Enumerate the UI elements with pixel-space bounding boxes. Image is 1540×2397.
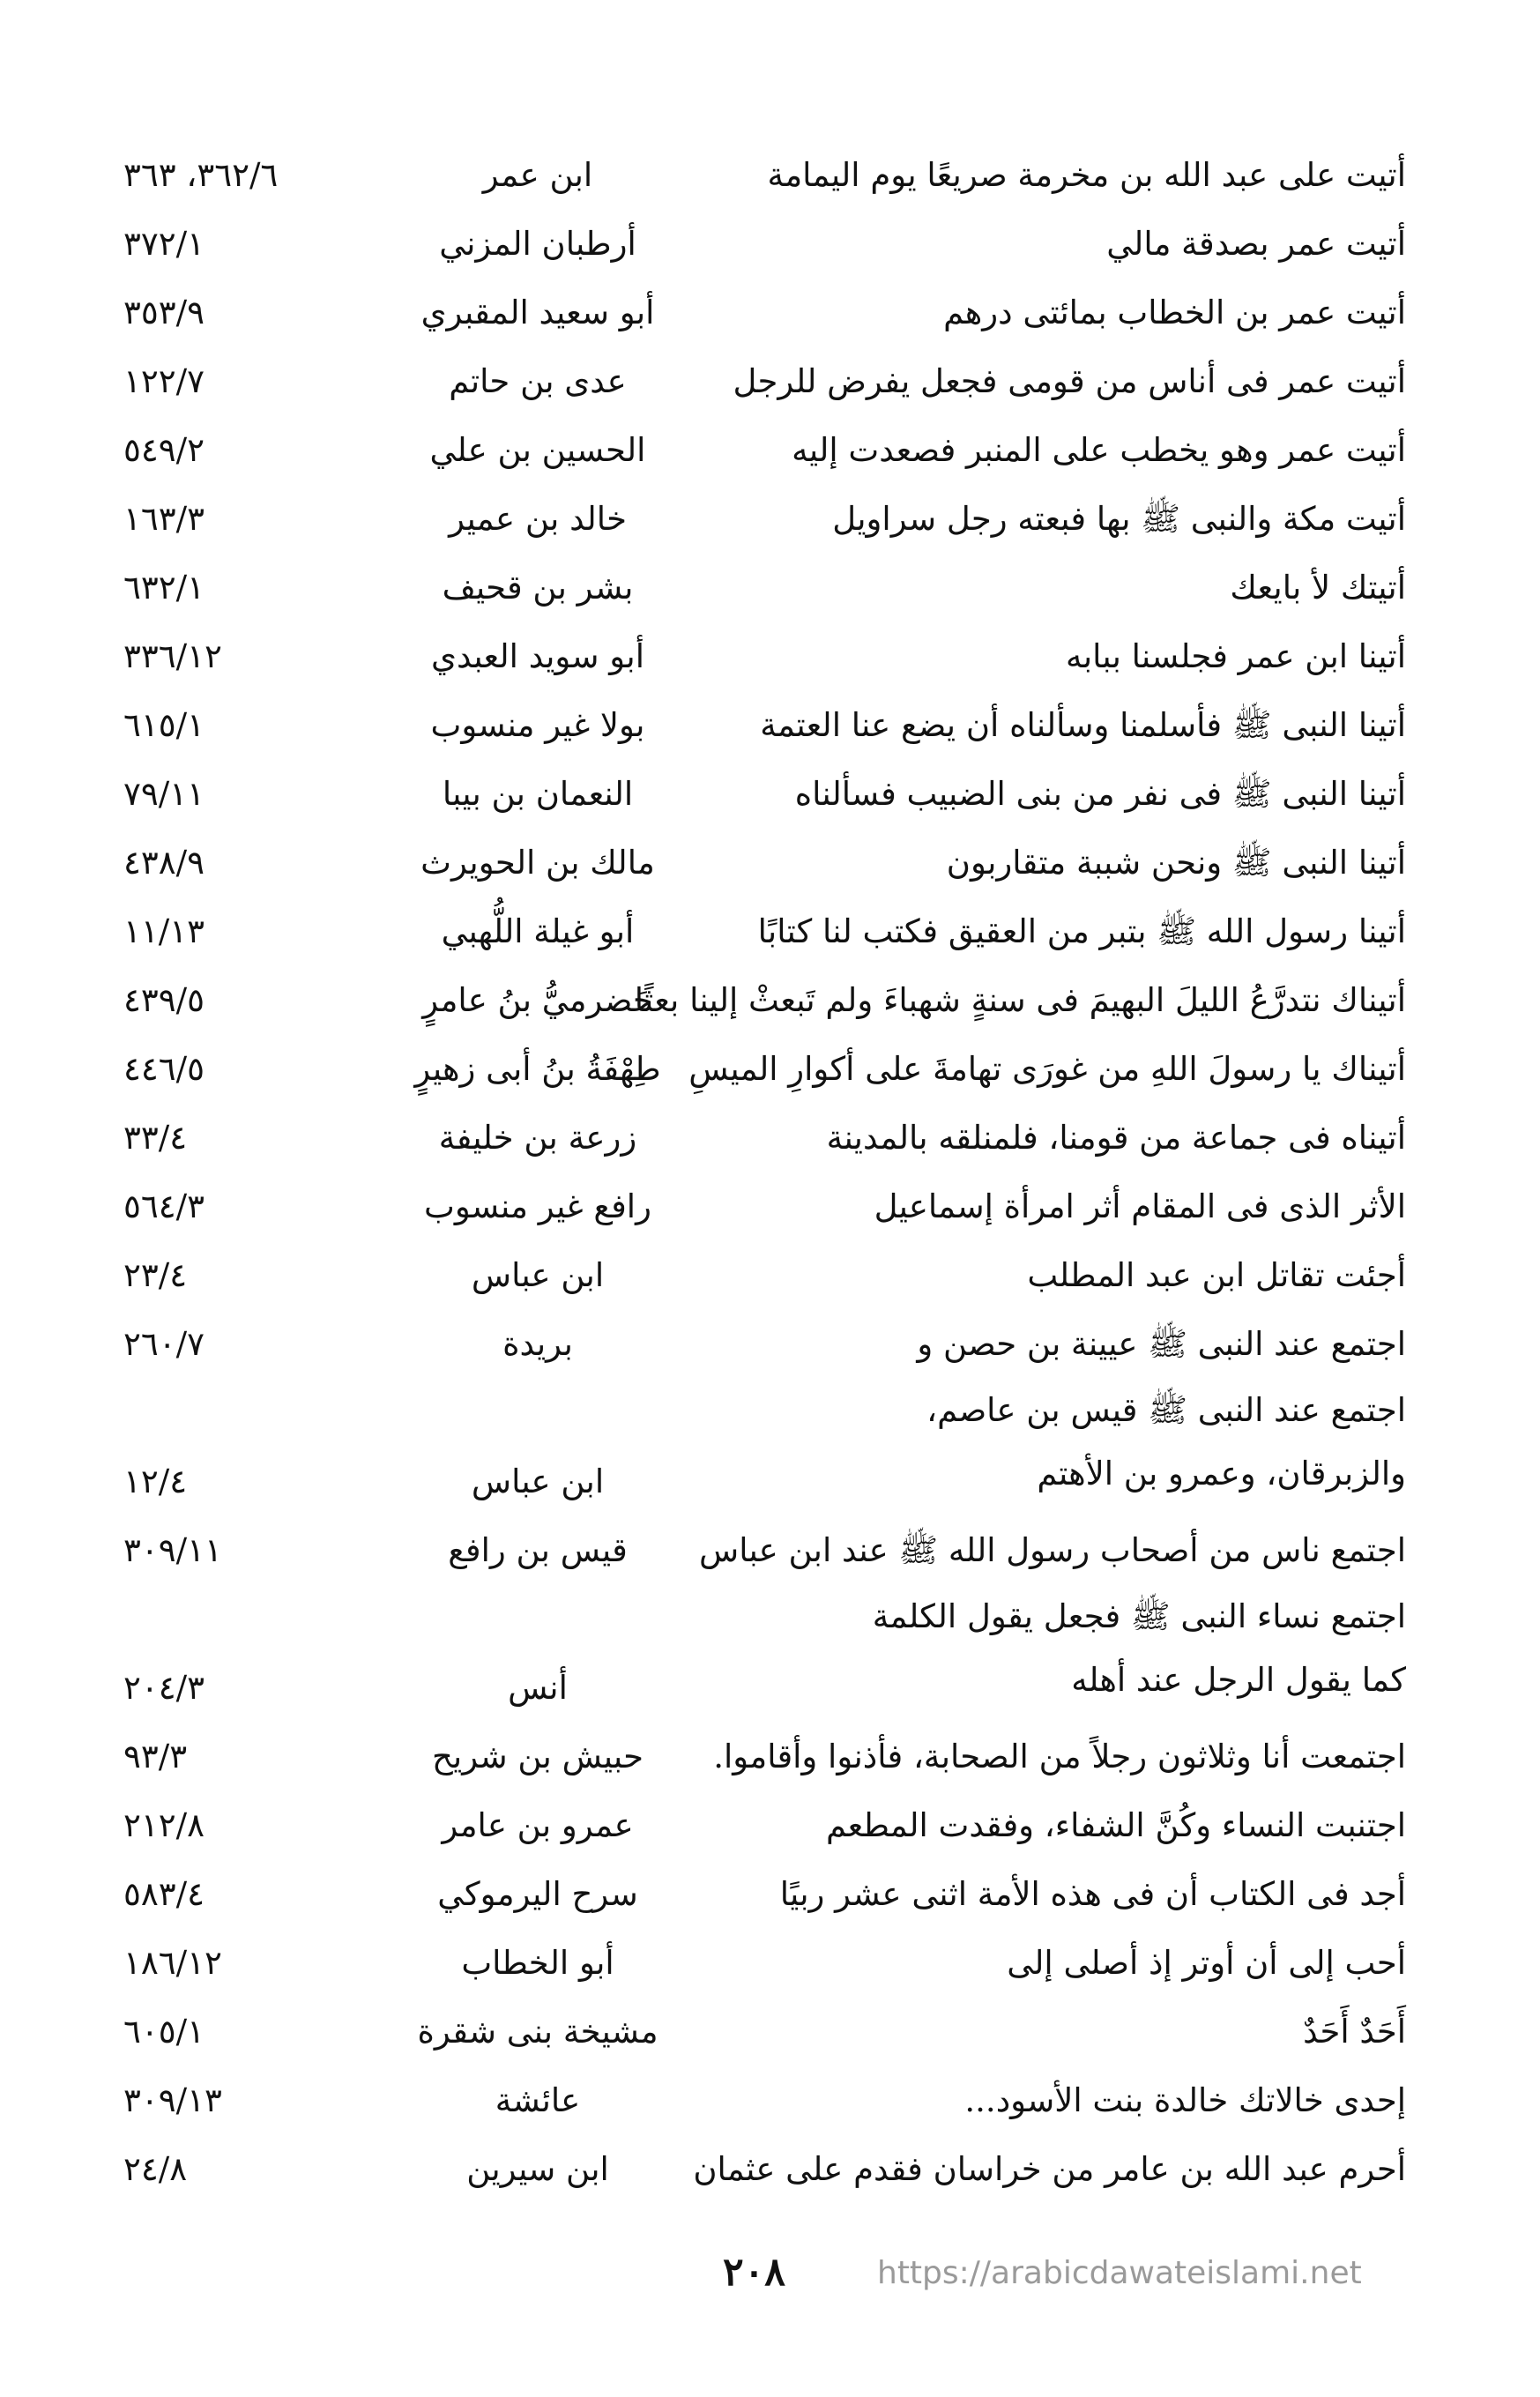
narrator-name: عائشة	[495, 2081, 581, 2119]
index-row	[0, 1035, 1540, 1104]
narrator-name: ابن عباس	[471, 1256, 605, 1294]
index-row	[0, 485, 1540, 554]
hadith-incipit: اجتنبت النساء وكُنَّ الشفاء، وفقدت المطعم	[825, 1806, 1406, 1844]
hadith-incipit: أتينا رسول الله ﷺ بتبر من العقيق فكتب لنا كتابًا	[757, 912, 1406, 950]
volume-page-ref: ١١/١٣	[123, 912, 205, 950]
narrator-name: أبو غيلة اللُّهبي	[441, 912, 635, 950]
volume-page-ref: ٢٤/٨	[123, 2150, 188, 2188]
narrator-name: بشر بن قحيف	[442, 569, 634, 607]
index-row	[0, 210, 1540, 279]
volume-page-ref: ٥٦٤/٣	[123, 1187, 205, 1225]
index-row	[0, 1241, 1540, 1310]
narrator-name: رافع غير منسوب	[424, 1187, 651, 1225]
index-row	[0, 1310, 1540, 1379]
narrator-name: الحسين بن علي	[429, 431, 646, 469]
index-row	[0, 897, 1540, 966]
hadith-incipit: أتيناك يا رسولَ اللهِ من غورَى تهامةَ على أكوارِ الميسِ	[688, 1050, 1406, 1088]
volume-page-ref: ٦٣٢/١	[123, 569, 205, 607]
volume-page-ref: ١٢/٤	[123, 1463, 188, 1500]
hadith-incipit: أتيت على عبد الله بن مخرمة صريعًا يوم اليمامة	[767, 156, 1406, 194]
index-row	[0, 1516, 1540, 1585]
hadith-incipit: أتيت عمر بصدقة مالي	[1106, 225, 1406, 263]
narrator-name: أنس	[508, 1669, 568, 1707]
volume-page-ref: ٦٠٥/١	[123, 2013, 205, 2051]
index-entries	[0, 141, 1540, 2204]
volume-page-ref: ٩٣/٣	[123, 1738, 188, 1775]
hadith-incipit: أتيت عمر بن الخطاب بمائتى درهم	[943, 294, 1406, 331]
volume-page-ref: ٣٣٦/١٢	[123, 637, 222, 675]
hadith-incipit: أحب إلى أن أوتر إذ أصلى إلى	[1007, 1944, 1406, 1982]
narrator-name: أبو سويد العبدي	[431, 637, 644, 675]
volume-page-ref: ٤٣٩/٥	[123, 981, 205, 1019]
hadith-incipit: أتينا النبى ﷺ فى نفر من بنى الضبيب فسألناه	[794, 775, 1406, 813]
volume-page-ref: ٤٣٨/٩	[123, 844, 205, 882]
narrator-name: مشيخة بنى شقرة	[417, 2013, 658, 2051]
index-row	[0, 1104, 1540, 1172]
index-row	[0, 2135, 1540, 2204]
hadith-incipit: أتيناك نتدرَّعُ الليلَ البهيمَ فى سنةٍ شهباءَ ولم تَبعثْ إلينا بعثًا	[634, 981, 1406, 1019]
hadith-incipit: أتينا النبى ﷺ ونحن شببة متقاربون	[946, 844, 1406, 882]
volume-page-ref: ١٨٦/١٢	[123, 1944, 222, 1982]
narrator-name: مالك بن الحويرث	[420, 844, 655, 882]
hadith-incipit: أتيت عمر فى أناس من قومى فجعل يفرض للرجل	[733, 362, 1406, 400]
index-row	[0, 1723, 1540, 1791]
index-row	[0, 1998, 1540, 2066]
hadith-incipit: إحدى خالاتك خالدة بنت الأسود...	[964, 2081, 1406, 2119]
volume-page-ref: ٢١٢/٨	[123, 1806, 205, 1844]
volume-page-ref: ٤٤٦/٥	[123, 1050, 205, 1088]
narrator-name: بريدة	[502, 1325, 573, 1363]
volume-page-ref: ١٦٣/٣	[123, 500, 205, 538]
index-row	[0, 1929, 1540, 1998]
narrator-name: أرطبان المزني	[439, 225, 636, 263]
narrator-name: زرعة بن خليفة	[438, 1119, 637, 1157]
hadith-incipit: اجتمع ناس من أصحاب رسول الله ﷺ عند ابن عباس	[699, 1531, 1406, 1569]
narrator-name: قيس بن رافع	[448, 1531, 628, 1569]
volume-page-ref: ٣٠٩/١٣	[123, 2081, 222, 2119]
volume-page-ref: ٢٦٠/٧	[123, 1325, 205, 1363]
hadith-incipit: الأثر الذى فى المقام أثر امرأة إسماعيل	[874, 1187, 1406, 1225]
volume-page-ref: ٣٠٩/١١	[123, 1531, 222, 1569]
narrator-name: عمرو بن عامر	[442, 1806, 634, 1844]
index-row	[0, 691, 1540, 760]
hadith-incipit: أَحَدٌ أَحَدٌ	[1303, 2013, 1406, 2051]
narrator-name: سرح اليرموكي	[437, 1875, 638, 1913]
narrator-name: النعمان بن بيبا	[442, 775, 634, 813]
hadith-incipit: اجتمع عند النبى ﷺ عيينة بن حصن و	[917, 1325, 1406, 1363]
hadith-incipit: أتيتك لأ بايعك	[1230, 569, 1406, 607]
index-row	[0, 2066, 1540, 2135]
page-number: ٢٠٨	[723, 2250, 785, 2295]
hadith-incipit: أحرم عبد الله بن عامر من خراسان فقدم على عثمان	[693, 2150, 1406, 2188]
index-row	[0, 554, 1540, 622]
index-row	[0, 829, 1540, 897]
narrator-name: حبيش بن شريح	[432, 1738, 644, 1775]
hadith-incipit: أجد فى الكتاب أن فى هذه الأمة اثنى عشر ربيًا	[779, 1875, 1406, 1913]
hadith-incipit: اجتمعت أنا وثلاثون رجلاً من الصحابة، فأذنوا وأقاموا.	[713, 1738, 1406, 1775]
index-row	[0, 141, 1540, 210]
narrator-name: ابن عباس	[471, 1463, 605, 1500]
index-row	[0, 416, 1540, 485]
narrator-name: عدى بن حاتم	[449, 362, 627, 400]
volume-page-ref: ٣٥٣/٩	[123, 294, 205, 331]
narrator-name: بولا غير منسوب	[430, 706, 645, 744]
narrator-name: طِهْفَةُ بنُ أبى زهيرٍ	[414, 1050, 661, 1088]
volume-page-ref: ٢٠٤/٣	[123, 1669, 205, 1707]
narrator-name: ابن سيرين	[466, 2150, 609, 2188]
watermark-url: https://arabicdawateislami.net	[877, 2255, 1362, 2291]
hadith-incipit: أتينا ابن عمر فجلسنا ببابه	[1066, 637, 1406, 675]
volume-page-ref: ٣٣/٤	[123, 1119, 188, 1157]
hadith-incipit: أجئت تقاتل ابن عبد المطلب	[1027, 1256, 1406, 1294]
narrator-name: أبو سعيد المقبري	[420, 294, 655, 331]
hadith-incipit: اجتمع نساء النبى ﷺ فجعل يقول الكلمة كما يقول الرجل عند أهله	[872, 1597, 1406, 1699]
volume-page-ref: ٧٩/١١	[123, 775, 205, 813]
hadith-incipit: أتيت مكة والنبى ﷺ بها فبعته رجل سراويل	[832, 500, 1406, 538]
narrator-name: خالد بن عمير	[449, 500, 627, 538]
index-row	[0, 760, 1540, 829]
index-row	[0, 1379, 1540, 1516]
hadith-incipit: أتيت عمر وهو يخطب على المنبر فصعدت إليه	[792, 431, 1406, 469]
narrator-name: أبو الخطاب	[461, 1944, 614, 1982]
volume-page-ref: ٦١٥/١	[123, 706, 205, 744]
index-row	[0, 279, 1540, 347]
index-row	[0, 1585, 1540, 1723]
narrator-name: ابن عمر	[482, 156, 593, 194]
index-row	[0, 966, 1540, 1035]
volume-page-ref: ٢٣/٤	[123, 1256, 188, 1294]
index-row	[0, 347, 1540, 416]
index-row	[0, 622, 1540, 691]
hadith-incipit: أتيناه فى جماعة من قومنا، فلمنلقه بالمدينة	[826, 1119, 1406, 1157]
volume-page-ref: ٣٧٢/١	[123, 225, 205, 263]
volume-page-ref: ٥٨٣/٤	[123, 1875, 205, 1913]
hadith-incipit: اجتمع عند النبى ﷺ قيس بن عاصم، والزبرقان، وعمرو بن الأهتم	[926, 1391, 1406, 1493]
narrator-name: حَضرميُّ بنُ عامرٍ	[422, 981, 653, 1019]
volume-page-ref: ٣٦٢/٦، ٣٦٣	[123, 156, 279, 194]
volume-page-ref: ١٢٢/٧	[123, 362, 205, 400]
index-row	[0, 1172, 1540, 1241]
hadith-incipit: أتينا النبى ﷺ فأسلمنا وسألناه أن يضع عنا العتمة	[760, 706, 1406, 744]
index-row	[0, 1791, 1540, 1860]
index-row	[0, 1860, 1540, 1929]
volume-page-ref: ٥٤٩/٢	[123, 431, 205, 469]
